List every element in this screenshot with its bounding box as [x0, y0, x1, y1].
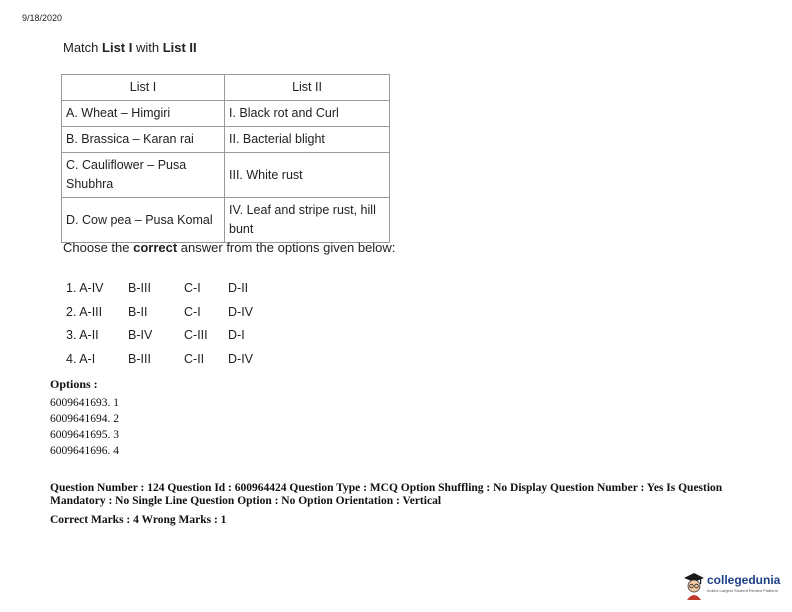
print-date: 9/18/2020	[22, 13, 63, 23]
list1-item-c-line2: Shubhra	[66, 177, 114, 191]
choice-a: 1. A-IV	[66, 281, 104, 295]
col1-header: List I	[62, 75, 225, 101]
choice-c: C-II	[184, 351, 205, 366]
title-prefix: Match	[63, 40, 103, 55]
choice-a: 3. A-II	[66, 328, 99, 342]
choice-c: C-III	[184, 328, 208, 342]
answer-choice-4	[66, 348, 268, 372]
answer-choice-2	[66, 301, 268, 325]
option-id-item: 6009641696. 4	[50, 445, 119, 457]
choice-b: B-IV	[128, 328, 153, 342]
answer-choice-3	[66, 324, 268, 348]
list1-item-d: D. Cow pea – Pusa Komal	[62, 198, 225, 243]
list1-item-b: B. Brassica – Karan rai	[62, 127, 225, 153]
table-row	[62, 198, 390, 243]
choice-d: D-IV	[228, 304, 253, 319]
answer-choices	[66, 277, 268, 371]
table-row	[62, 127, 390, 153]
table-row	[62, 153, 390, 198]
choose-bold: correct	[133, 240, 178, 255]
list1-item-c	[62, 153, 225, 198]
list2-item-ii: II. Bacterial blight	[225, 127, 390, 153]
title-mid: with	[132, 40, 163, 55]
options-label: Options :	[50, 377, 98, 391]
answer-choice-1	[66, 277, 268, 301]
list2-item-i: I. Black rot and Curl	[225, 101, 390, 127]
list2-item-iii: III. White rust	[225, 153, 390, 198]
match-table	[61, 74, 390, 243]
option-id-item: 6009641694. 2	[50, 413, 119, 425]
title-list1: List I	[102, 40, 133, 55]
instruction-text	[63, 240, 395, 255]
table-row	[62, 101, 390, 127]
logo-wordmark: collegedunia	[707, 573, 781, 587]
option-id-item: 6009641693. 1	[50, 397, 119, 409]
list1-item-c-line1: C. Cauliflower – Pusa	[66, 158, 187, 172]
choice-c: C-I	[184, 304, 201, 319]
choice-d: D-I	[228, 328, 245, 342]
choice-c: C-I	[184, 281, 201, 295]
choose-prefix: Choose the	[63, 240, 134, 255]
choice-b: B-III	[128, 281, 151, 295]
collegedunia-logo	[683, 569, 783, 603]
choice-a: 4. A-I	[66, 351, 96, 366]
question-meta: Question Number : 124 Question Id : 600964424 Question Type : MCQ Option Shuffling : No Display Question Number : Yes Is Question Mandatory : No Single Line Question Option : No Option Orientation : Vertical	[50, 482, 723, 507]
title-list2: List II	[162, 40, 197, 55]
option-id-list	[50, 395, 119, 459]
student-mascot-icon	[683, 571, 705, 601]
choice-d: D-II	[228, 281, 249, 295]
list2-item-iv: IV. Leaf and stripe rust, hill bunt	[225, 198, 390, 243]
question-title	[63, 40, 197, 55]
choice-b: B-II	[128, 304, 148, 319]
choice-d: D-IV	[228, 351, 253, 366]
choice-b: B-III	[128, 351, 151, 366]
option-id-item: 6009641695. 3	[50, 429, 119, 441]
marks-info: Correct Marks : 4 Wrong Marks : 1	[50, 514, 227, 526]
col2-header: List II	[225, 75, 390, 101]
choose-suffix: answer from the options given below:	[177, 240, 396, 255]
list1-item-a: A. Wheat – Himgiri	[62, 101, 225, 127]
logo-tagline: India's Largest Student Review Platform	[707, 588, 779, 593]
choice-a: 2. A-III	[66, 304, 103, 319]
table-header-row	[62, 75, 390, 101]
